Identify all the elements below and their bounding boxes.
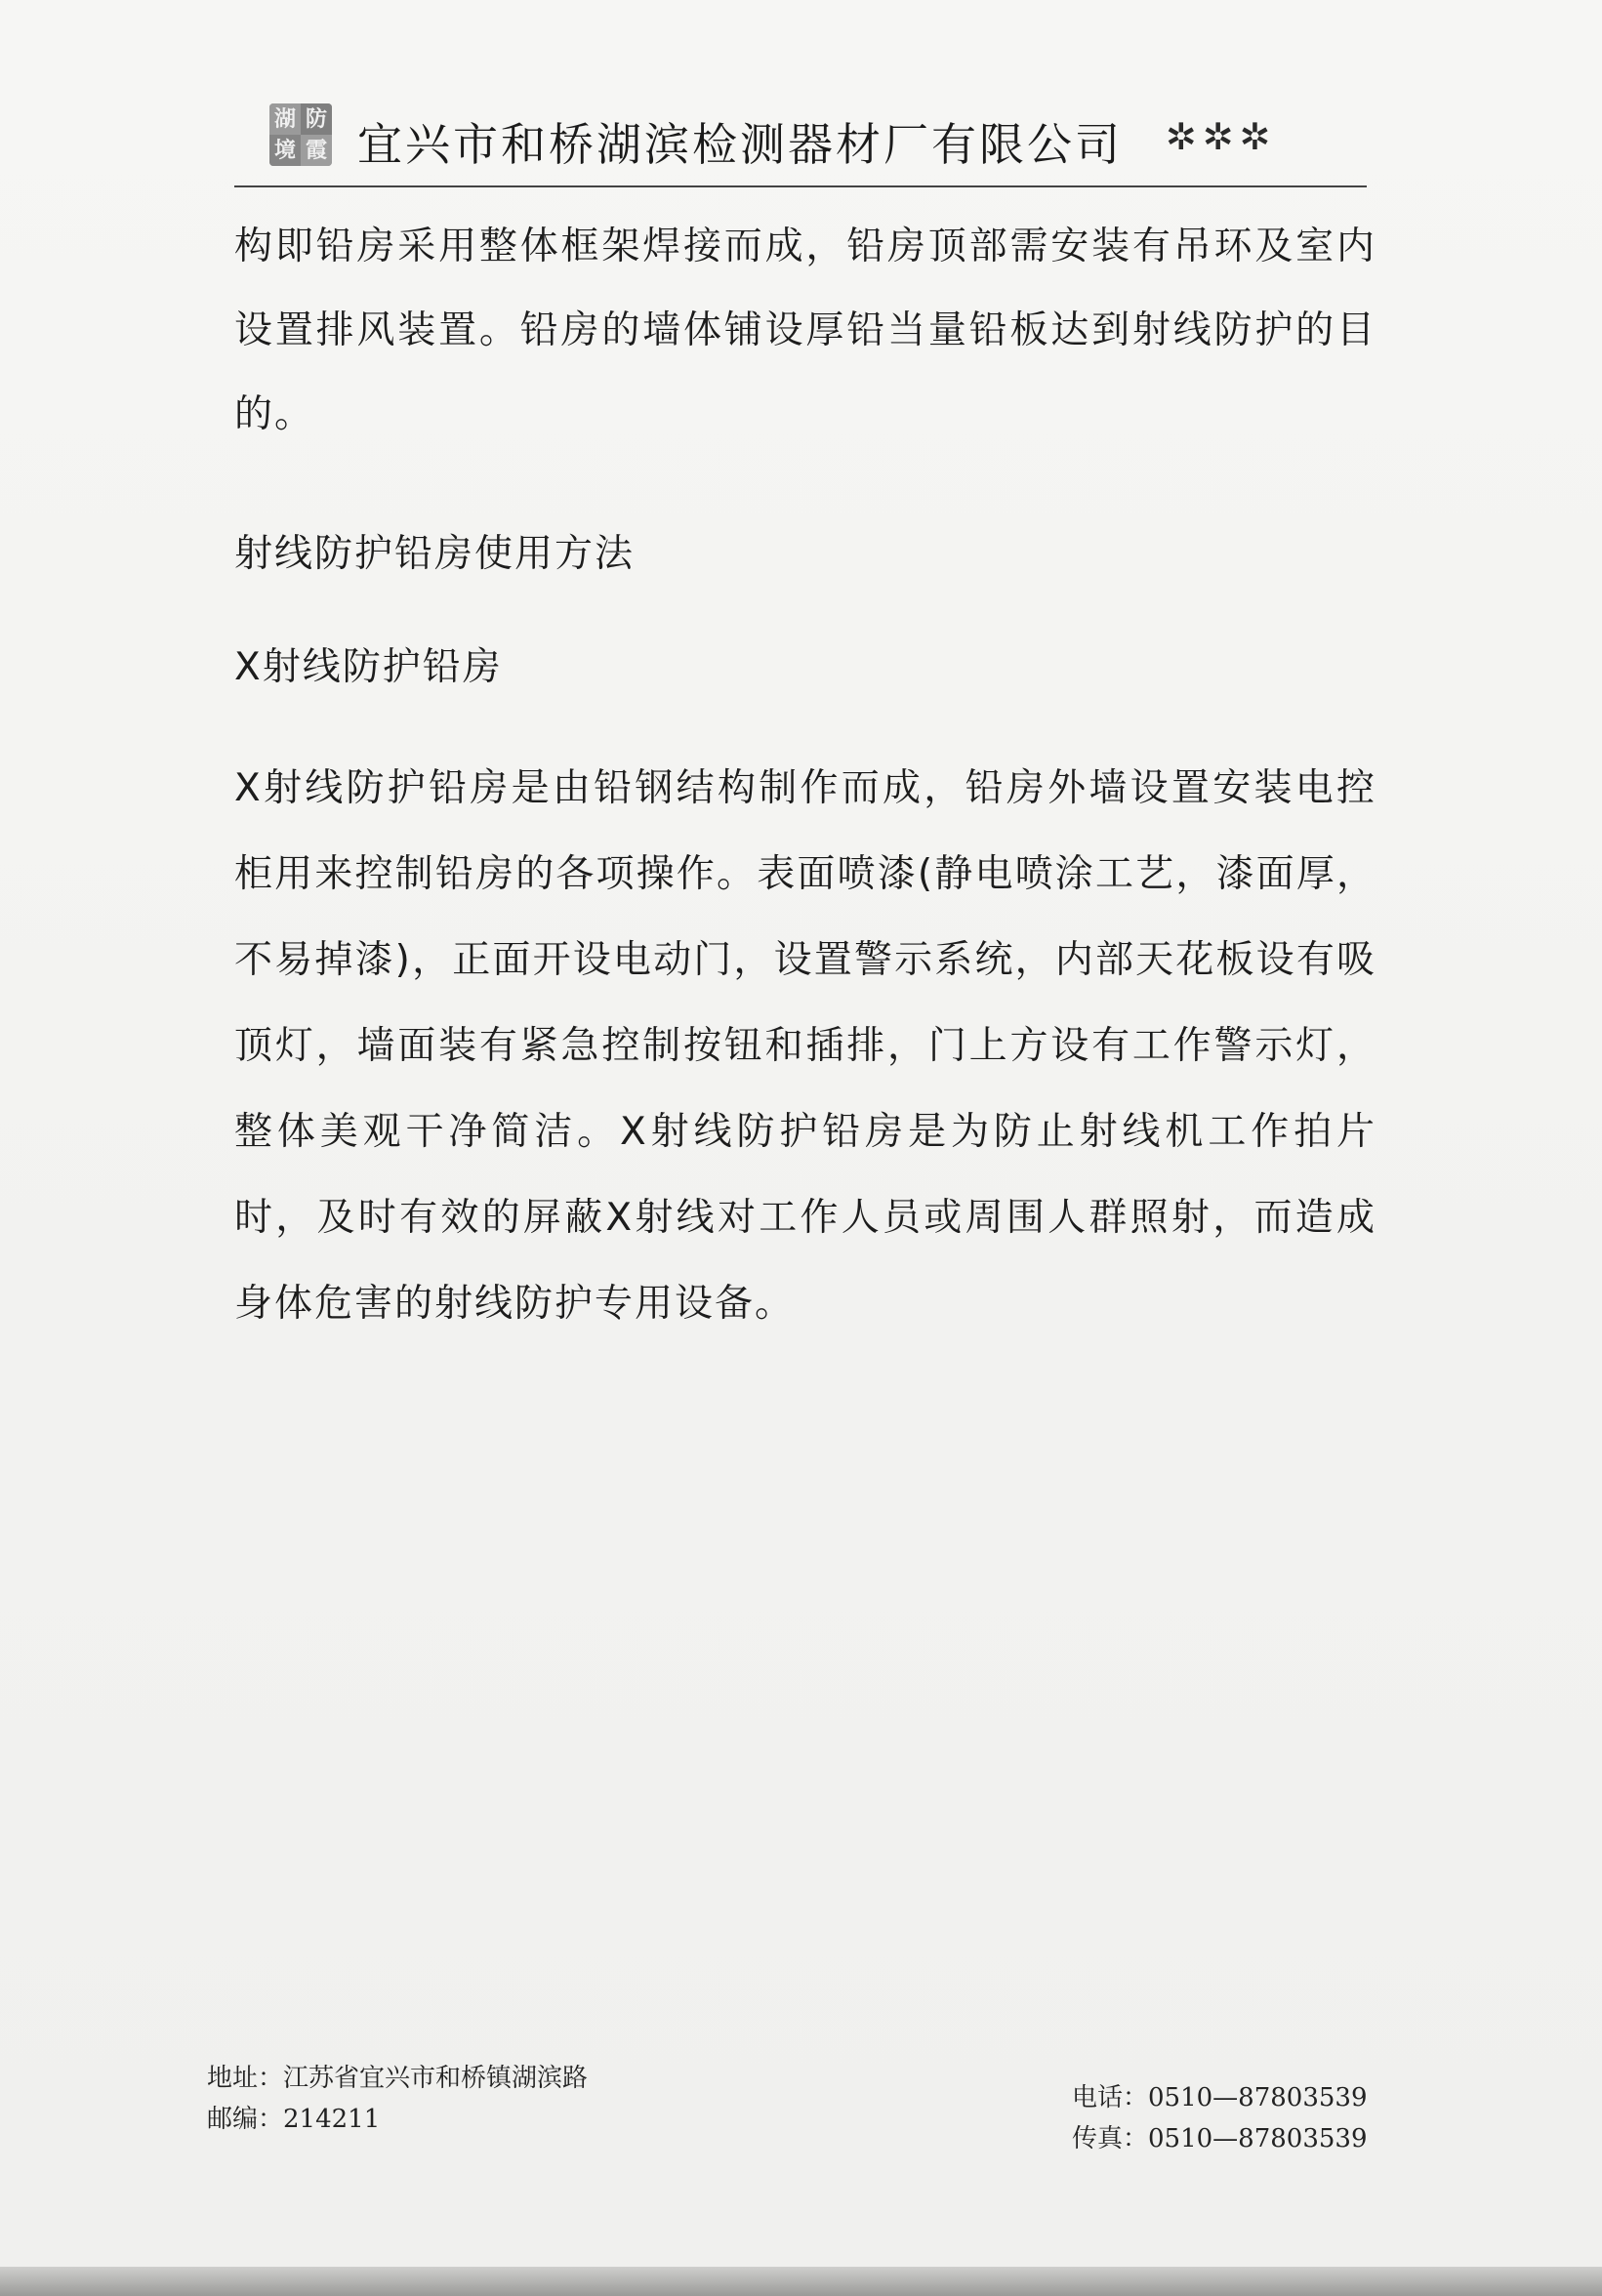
logo-char: 境 — [269, 135, 301, 166]
logo-char: 霞 — [301, 135, 332, 166]
logo-char: 防 — [301, 103, 332, 135]
star-ornament-icon: ✲✲✲ — [1166, 115, 1277, 158]
footer-fax: 传真：0510—87803539 — [1072, 2124, 1368, 2153]
header-divider — [234, 185, 1367, 187]
scan-edge-shadow — [0, 2267, 1602, 2296]
section-heading-usage: 射线防护铅房使用方法 — [234, 532, 636, 576]
footer-contact-block — [1072, 2077, 1368, 2159]
logo-char: 湖 — [269, 103, 301, 135]
company-logo — [269, 103, 332, 166]
footer-address: 地址：江苏省宜兴市和桥镇湖滨路 — [207, 2064, 589, 2093]
footer-postcode: 邮编：214211 — [207, 2105, 381, 2134]
document-body — [234, 205, 1376, 1347]
footer-address-block — [207, 2058, 588, 2140]
section-heading-xray-room: X射线防护铅房 — [234, 645, 503, 689]
letterhead — [264, 98, 1367, 185]
footer-phone: 电话：0510—87803539 — [1072, 2083, 1368, 2112]
company-name: 宜兴市和桥湖滨检测器材厂有限公司 — [357, 118, 1123, 171]
body-paragraph-2: X射线防护铅房是由铅钢结构制作而成，铅房外墙设置安装电控柜用来控制铅房的各项操作。表面喷漆(静电喷涂工艺，漆面厚，不易掉漆)，正面开设电动门，设置警示系统，内部天花板设有吸顶灯，墙面装有紧急控制按钮和插排，门上方设有工作警示灯，整体美观干净简洁。X射线防护铅房是为防止射线机工作拍片时，及时有效的屏蔽X射线对工作人员或周围人群照射，而造成身体危害的射线防护专用设备。 — [234, 766, 1376, 1326]
body-paragraph-1: 构即铅房采用整体框架焊接而成，铅房顶部需安装有吊环及室内设置排风装置。铅房的墙体铺设厚铅当量铅板达到射线防护的目的。 — [234, 225, 1376, 436]
